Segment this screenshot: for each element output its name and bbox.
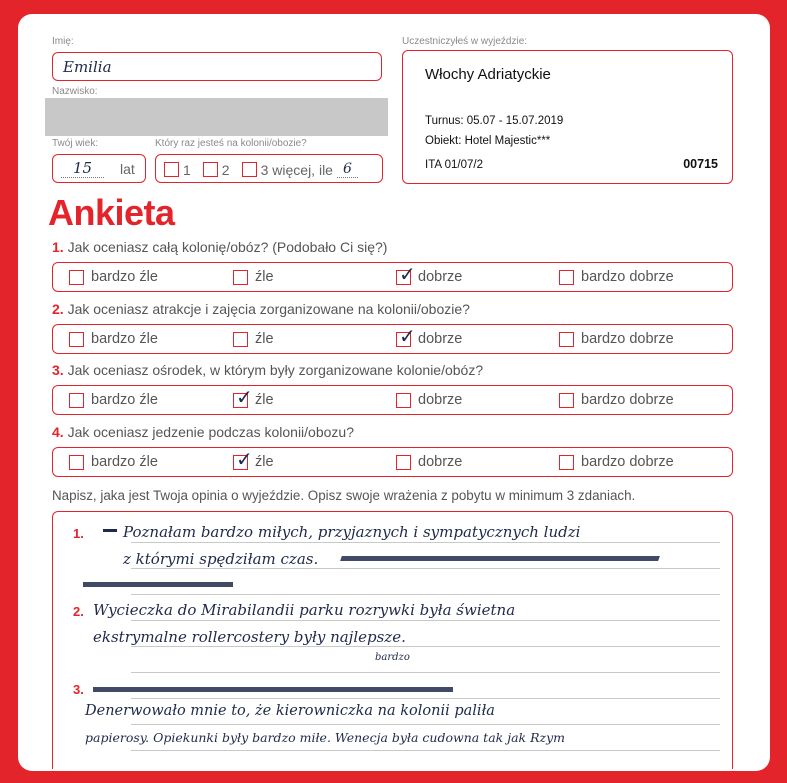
q2-option-bardzo-zle[interactable] <box>69 331 158 347</box>
q4-option-zle[interactable] <box>233 446 274 471</box>
option-label: bardzo dobrze <box>581 331 674 347</box>
option-label: źle <box>255 454 274 470</box>
question-3-options <box>52 385 733 415</box>
option-label: bardzo dobrze <box>581 392 674 408</box>
scribble-mark <box>340 556 660 561</box>
visit-field <box>155 154 383 183</box>
checkbox[interactable] <box>233 270 248 285</box>
question-1-number: 1. <box>52 239 64 255</box>
checkbox[interactable] <box>69 455 84 470</box>
opinion-number-2: 2. <box>73 604 84 619</box>
visit-label: Który raz jesteś na kolonii/obozie? <box>155 138 307 149</box>
opinion-number-1: 1. <box>73 526 84 541</box>
option-label: bardzo dobrze <box>581 454 674 470</box>
q4-option-bardzo-dobrze[interactable] <box>559 454 674 470</box>
trip-number: 00715 <box>683 157 718 171</box>
trip-title: Włochy Adriatyckie <box>425 66 551 83</box>
question-3-text: Jak oceniasz ośrodek, w którym były zorganizowane kolonie/obóz? <box>67 362 484 378</box>
question-4-options <box>52 447 733 477</box>
option-label: dobrze <box>418 454 463 470</box>
opinion-2-line-2: ekstrymalne rollercostery były najlepsze. <box>93 628 406 646</box>
q2-option-dobrze[interactable] <box>396 323 463 348</box>
ruled-line <box>131 542 720 543</box>
ruled-line <box>131 620 720 621</box>
opinion-2-line-1: Wycieczka do Mirabilandii parku rozrywki była świetna <box>93 601 516 619</box>
ruled-line <box>131 750 720 751</box>
opinion-prompt: Napisz, jaka jest Twoja opinia o wyjeździe. Opisz swoje wrażenia z pobytu w minimum 3 zdaniach. <box>52 488 636 503</box>
q2-option-zle[interactable] <box>233 331 274 347</box>
question-2-number: 2. <box>52 301 64 317</box>
ruled-line <box>131 594 720 595</box>
scribble-mark <box>93 687 453 692</box>
q3-option-bardzo-dobrze[interactable] <box>559 392 674 408</box>
checkbox-checked[interactable] <box>233 446 253 471</box>
trip-turnus: Turnus: 05.07 - 15.07.2019 <box>425 115 564 127</box>
check-mark-icon: ✓ <box>399 261 416 286</box>
q3-option-zle[interactable] <box>233 384 274 409</box>
surname-label: Nazwisko: <box>52 86 98 97</box>
trip-label: Uczestniczyłeś w wyjeździe: <box>402 36 528 47</box>
opinion-3-line-1: Denerwowało mnie to, że kierowniczka na kolonii paliła <box>85 703 495 719</box>
survey-title: Ankieta <box>48 192 175 233</box>
checkbox-checked[interactable] <box>396 261 416 286</box>
checkbox[interactable] <box>69 270 84 285</box>
q1-option-zle[interactable] <box>233 269 274 285</box>
checkbox[interactable] <box>559 455 574 470</box>
option-label: dobrze <box>418 269 463 285</box>
option-label: źle <box>255 392 274 408</box>
checkbox[interactable] <box>69 393 84 408</box>
check-mark-icon: ✓ <box>399 323 416 348</box>
option-label: źle <box>255 269 274 285</box>
age-field[interactable] <box>52 154 146 183</box>
option-label: bardzo źle <box>91 454 158 470</box>
checkbox-checked[interactable] <box>396 323 416 348</box>
checkbox[interactable] <box>233 332 248 347</box>
q1-option-bardzo-zle[interactable] <box>69 269 158 285</box>
option-label: bardzo źle <box>91 392 158 408</box>
visit-option-2: 2 <box>221 161 230 178</box>
ruled-line <box>131 672 720 673</box>
surname-redaction <box>45 98 388 136</box>
age-unit: lat <box>120 161 135 177</box>
q2-option-bardzo-dobrze[interactable] <box>559 331 674 347</box>
trip-box <box>402 50 733 184</box>
question-3 <box>52 362 483 378</box>
q3-option-dobrze[interactable] <box>396 392 462 408</box>
visit-count: 6 <box>337 161 358 178</box>
opinion-number-3: 3. <box>73 682 84 697</box>
opinion-3-insert: bardzo <box>375 652 410 663</box>
opinion-box[interactable] <box>52 511 733 769</box>
visit-checkbox-3[interactable] <box>242 162 257 177</box>
ruled-line <box>131 698 720 699</box>
age-value: 15 <box>61 159 104 178</box>
q1-option-bardzo-dobrze[interactable] <box>559 269 674 285</box>
ruled-line <box>131 646 720 647</box>
scribble-mark <box>83 582 233 587</box>
q3-option-bardzo-zle[interactable] <box>69 392 158 408</box>
trip-code: ITA 01/07/2 <box>425 159 483 171</box>
option-label: bardzo źle <box>91 331 158 347</box>
option-label: źle <box>255 331 274 347</box>
checkbox[interactable] <box>396 393 411 408</box>
age-label: Twój wiek: <box>52 138 99 149</box>
trip-obiekt: Obiekt: Hotel Majestic*** <box>425 135 551 147</box>
opinion-1-line-2: z którymi spędziłam czas. <box>123 550 319 568</box>
question-4-text: Jak oceniasz jedzenie podczas kolonii/obozu? <box>67 424 354 440</box>
ruled-line <box>131 724 720 725</box>
name-label: Imię: <box>52 36 74 47</box>
opinion-3-line-2: papierosy. Opiekunki były bardzo miłe. Wenecja była cudowna tak jak Rzym <box>85 730 565 745</box>
checkbox[interactable] <box>559 332 574 347</box>
q4-option-dobrze[interactable] <box>396 454 462 470</box>
check-mark-icon: ✓ <box>236 384 253 409</box>
option-label: bardzo źle <box>91 269 158 285</box>
q4-option-bardzo-zle[interactable] <box>69 454 158 470</box>
ruled-line <box>131 568 720 569</box>
option-label: dobrze <box>418 331 463 347</box>
question-1-text: Jak oceniasz całą kolonię/obóz? (Podobało Ci się?) <box>67 239 388 255</box>
visit-option-1: 1 <box>183 161 191 178</box>
opinion-1-line-1: Poznałam bardzo miłych, przyjaznych i sympatycznych ludzi <box>123 523 581 541</box>
checkbox[interactable] <box>559 270 574 285</box>
visit-checkbox-1[interactable] <box>164 162 179 177</box>
name-field[interactable] <box>52 52 382 81</box>
scribble-mark <box>103 529 117 532</box>
question-1 <box>52 239 387 255</box>
survey-sheet <box>18 14 770 771</box>
checkbox-checked[interactable] <box>233 384 253 409</box>
checkbox[interactable] <box>69 332 84 347</box>
question-4-number: 4. <box>52 424 64 440</box>
q1-option-dobrze[interactable] <box>396 261 463 286</box>
question-3-number: 3. <box>52 362 64 378</box>
checkbox[interactable] <box>396 455 411 470</box>
question-2-options <box>52 324 733 354</box>
question-1-options <box>52 262 733 292</box>
visit-option-3: 3 więcej, ile <box>260 161 333 178</box>
check-mark-icon: ✓ <box>236 446 253 471</box>
visit-checkbox-2[interactable] <box>203 162 218 177</box>
question-4 <box>52 424 354 440</box>
checkbox[interactable] <box>559 393 574 408</box>
question-2 <box>52 301 470 317</box>
option-label: dobrze <box>418 392 463 408</box>
option-label: bardzo dobrze <box>581 269 674 285</box>
name-value: Emilia <box>63 58 112 76</box>
question-2-text: Jak oceniasz atrakcje i zajęcia zorganizowane na kolonii/obozie? <box>67 301 470 317</box>
